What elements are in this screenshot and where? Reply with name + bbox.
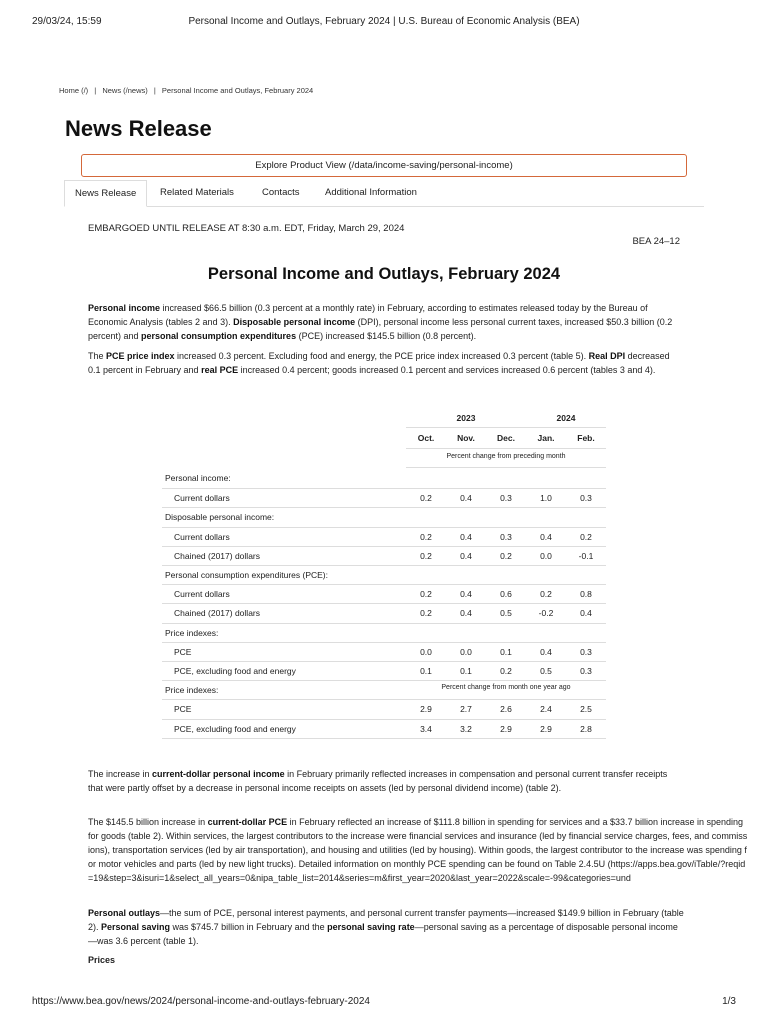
table-cell: 0.2 <box>420 608 432 619</box>
row-label: Current dollars <box>174 589 230 600</box>
tab-bar <box>64 180 704 207</box>
table-cell: 0.4 <box>540 531 552 542</box>
table-row <box>162 719 606 738</box>
table-cell: 0.3 <box>580 666 592 676</box>
month-header: Jan. <box>537 433 555 443</box>
row-label: Current dollars <box>174 493 230 504</box>
table-row <box>162 642 606 661</box>
breadcrumb-separator: | <box>153 86 156 95</box>
table-row <box>162 699 606 718</box>
page-title: News Release <box>65 116 212 141</box>
paragraph-personal-outlays <box>88 906 684 948</box>
row-label: Personal consumption expenditures (PCE): <box>165 570 328 580</box>
term-pce: personal consumption expenditures <box>141 331 297 341</box>
table-row <box>162 546 606 565</box>
table-cell: 3.2 <box>460 723 472 734</box>
table-cell: 0.3 <box>500 531 512 542</box>
release-title: Personal Income and Outlays, February 2024 <box>207 265 561 283</box>
explore-product-view-button[interactable]: Explore Product View (/data/income-saving/personal-income) <box>81 154 687 177</box>
print-header <box>32 16 736 30</box>
table-cell: 0.2 <box>420 493 432 504</box>
table-cell: 2.9 <box>420 704 432 715</box>
table-cell: 0.3 <box>500 493 512 504</box>
print-page-number: 1/3 <box>722 996 736 1007</box>
table-cell: -0.2 <box>538 608 554 619</box>
row-label: Disposable personal income: <box>165 512 275 523</box>
term-current-dollar-pce: current-dollar PCE <box>207 817 288 827</box>
paragraph-personal-income <box>88 301 684 343</box>
row-label: Price indexes: <box>165 685 219 696</box>
term-real-pce: real PCE <box>201 365 239 375</box>
table-row <box>162 488 606 507</box>
term-personal-income: Personal income <box>88 303 161 313</box>
year-header-2023: 2023 <box>456 413 476 423</box>
term-pce-price-index: PCE price index <box>106 351 175 361</box>
breadcrumb-news-link[interactable]: News (/news) <box>102 86 148 95</box>
units-label-monthly: Percent change from preceding month <box>446 453 566 460</box>
text: —the sum of PCE, personal interest payments, and personal current transfer payments—increased $149.9 billion in February (table 2). <box>88 908 684 932</box>
table-cell: 0.2 <box>500 550 512 561</box>
tab-news-release[interactable]: News Release <box>64 180 147 207</box>
text: was $745.7 billion in February and the <box>170 922 328 932</box>
table-row <box>162 584 606 603</box>
text: in February primarily reflected increases in compensation and personal current transfer receipts that were partly offset by a decrease in personal income receipts on assets (led by personal dividend income) (table 2). <box>88 769 668 793</box>
table-cell: 0.2 <box>420 550 432 561</box>
table-cell: 0.0 <box>420 646 432 657</box>
print-datetime: 29/03/24, 15:59 <box>32 16 102 27</box>
month-header: Oct. <box>417 433 435 443</box>
table-cell: 2.4 <box>540 704 552 715</box>
table-cell: 0.4 <box>460 531 472 542</box>
row-label: Current dollars <box>174 531 230 542</box>
paragraph-pce-price-index <box>88 349 684 377</box>
row-label: PCE <box>174 646 192 657</box>
table-cell: 0.1 <box>500 646 512 657</box>
table-cell: -0.1 <box>578 550 594 561</box>
print-footer <box>32 996 736 1010</box>
embargo-notice: EMBARGOED UNTIL RELEASE AT 8:30 a.m. EDT, Friday, March 29, 2024 <box>88 223 405 234</box>
table-cell: 0.2 <box>540 589 552 600</box>
text: increased $66.5 billion (0.3 percent at a monthly rate) in February, according to estimates released today by the Bureau of Economic Analysis (tables 2 and 3). <box>88 303 648 327</box>
tab-related-materials[interactable]: Related Materials <box>160 187 234 198</box>
table-cell: 0.1 <box>460 666 472 676</box>
prices-heading: Prices <box>88 955 116 965</box>
text: (PCE) increased $145.5 billion (0.8 percent). <box>296 331 477 341</box>
table-cell: 2.7 <box>460 704 472 715</box>
table-cell: 0.8 <box>580 589 592 600</box>
text: —personal saving as a percentage of disposable personal income—was 3.6 percent (table 1). <box>88 922 678 946</box>
row-label: Chained (2017) dollars <box>174 550 260 561</box>
table-cell: 0.2 <box>420 589 432 600</box>
table-cell: 0.5 <box>500 608 512 619</box>
table-cell: 2.8 <box>580 723 592 734</box>
table-cell: 0.4 <box>580 608 592 619</box>
month-header: Dec. <box>497 433 515 443</box>
text: decreased 0.1 percent in February and <box>88 351 670 375</box>
table-cell: 1.0 <box>540 493 552 504</box>
term-personal-saving-rate: personal saving rate <box>327 922 415 932</box>
table-cell: 0.1 <box>420 666 432 676</box>
paragraph-current-dollar-pce <box>88 815 748 885</box>
table-cell: 0.4 <box>460 608 472 619</box>
text: increased 0.3 percent. Excluding food and energy, the PCE price index increased 0.3 percent (table 5). <box>174 351 589 361</box>
table-cell: 0.2 <box>500 666 512 676</box>
text: The <box>88 351 107 361</box>
text: in February reflected an increase of $111.8 billion in spending for services and a $33.7 billion increase in spending for goods (table 2). Within services, the largest contributors to the increase were financial services and insurance (led by financial service charges, fees, and commissions), transportation services (led by air transportation), and housing and utilities (led by housing). Within goods, the largest contributor to the increase was spending for motor vehicles and parts (led by new light trucks). Detailed information on monthly PCE spending can be found on Table 2.4.5U (https://apps.bea.gov/iTable/?reqid=19&step=3&isuri=1&select_all_years=0&nipa_table_list=2014&series=m&first_year=2020&last_year=2022&scale=-99&categories=und <box>88 817 748 883</box>
paragraph-current-dollar-income <box>88 767 684 795</box>
table-row <box>162 527 606 546</box>
year-header-2024: 2024 <box>556 413 576 423</box>
table-cell: 0.2 <box>580 531 592 542</box>
table-cell: 0.4 <box>540 646 552 657</box>
row-label: Price indexes: <box>165 627 219 638</box>
term-dpi: Disposable personal income <box>233 317 356 327</box>
term-real-dpi: Real DPI <box>588 351 626 361</box>
table-cell: 0.2 <box>420 531 432 542</box>
breadcrumb-current: Personal Income and Outlays, February 2024 <box>161 86 314 95</box>
row-label: PCE, excluding food and energy <box>174 666 296 676</box>
table-cell: 2.9 <box>500 723 512 734</box>
table-cell: 2.6 <box>500 704 512 715</box>
table-cell: 2.5 <box>580 704 592 715</box>
table-cell: 0.4 <box>460 589 472 600</box>
table-row <box>162 469 606 488</box>
table-row <box>162 507 606 526</box>
breadcrumb-home-link[interactable]: Home (/) <box>59 86 89 95</box>
breadcrumb-separator: | <box>94 86 97 95</box>
breadcrumb <box>59 86 317 95</box>
text: The increase in <box>88 769 153 779</box>
print-url: https://www.bea.gov/news/2024/personal-income-and-outlays-february-2024 <box>32 996 370 1007</box>
table-cell: 0.0 <box>540 550 552 561</box>
row-label: PCE, excluding food and energy <box>174 723 296 734</box>
print-title: Personal Income and Outlays, February 2024 | U.S. Bureau of Economic Analysis (BEA) <box>188 16 580 27</box>
text: (DPI), personal income less personal current taxes, increased $50.3 billion (0.2 percent) and <box>88 317 673 341</box>
table-row <box>162 661 606 680</box>
term-personal-outlays: Personal outlays <box>88 908 161 918</box>
table-cell: 0.4 <box>460 493 472 504</box>
table-cell: 0.6 <box>500 589 512 600</box>
month-header: Feb. <box>577 433 595 443</box>
text: The $145.5 billion increase in <box>88 817 208 827</box>
table-row <box>162 623 606 642</box>
term-personal-saving: Personal saving <box>101 922 171 932</box>
term-current-dollar-personal-income: current-dollar personal income <box>152 769 285 779</box>
table-cell: 0.3 <box>580 493 592 504</box>
bea-release-number: BEA 24–12 <box>632 236 680 247</box>
table-row <box>162 603 606 622</box>
tab-contacts[interactable]: Contacts <box>262 187 300 198</box>
tab-additional-information[interactable]: Additional Information <box>325 187 417 198</box>
row-label: Personal income: <box>165 473 231 483</box>
month-header: Nov. <box>457 433 475 443</box>
table-cell: 0.0 <box>460 646 472 657</box>
row-label: PCE <box>174 704 192 715</box>
table-cell: 0.5 <box>540 666 552 676</box>
text: increased 0.4 percent; goods increased 0.1 percent and services increased 0.6 percent (tables 3 and 4). <box>238 365 656 375</box>
table-cell: 3.4 <box>420 723 432 734</box>
row-label: Chained (2017) dollars <box>174 608 260 619</box>
table-cell: 0.4 <box>460 550 472 561</box>
table-cell: 2.9 <box>540 723 552 734</box>
units-label-yoy: Percent change from month one year ago <box>441 684 571 692</box>
table-cell: 0.3 <box>580 646 592 657</box>
table-row <box>162 565 606 584</box>
